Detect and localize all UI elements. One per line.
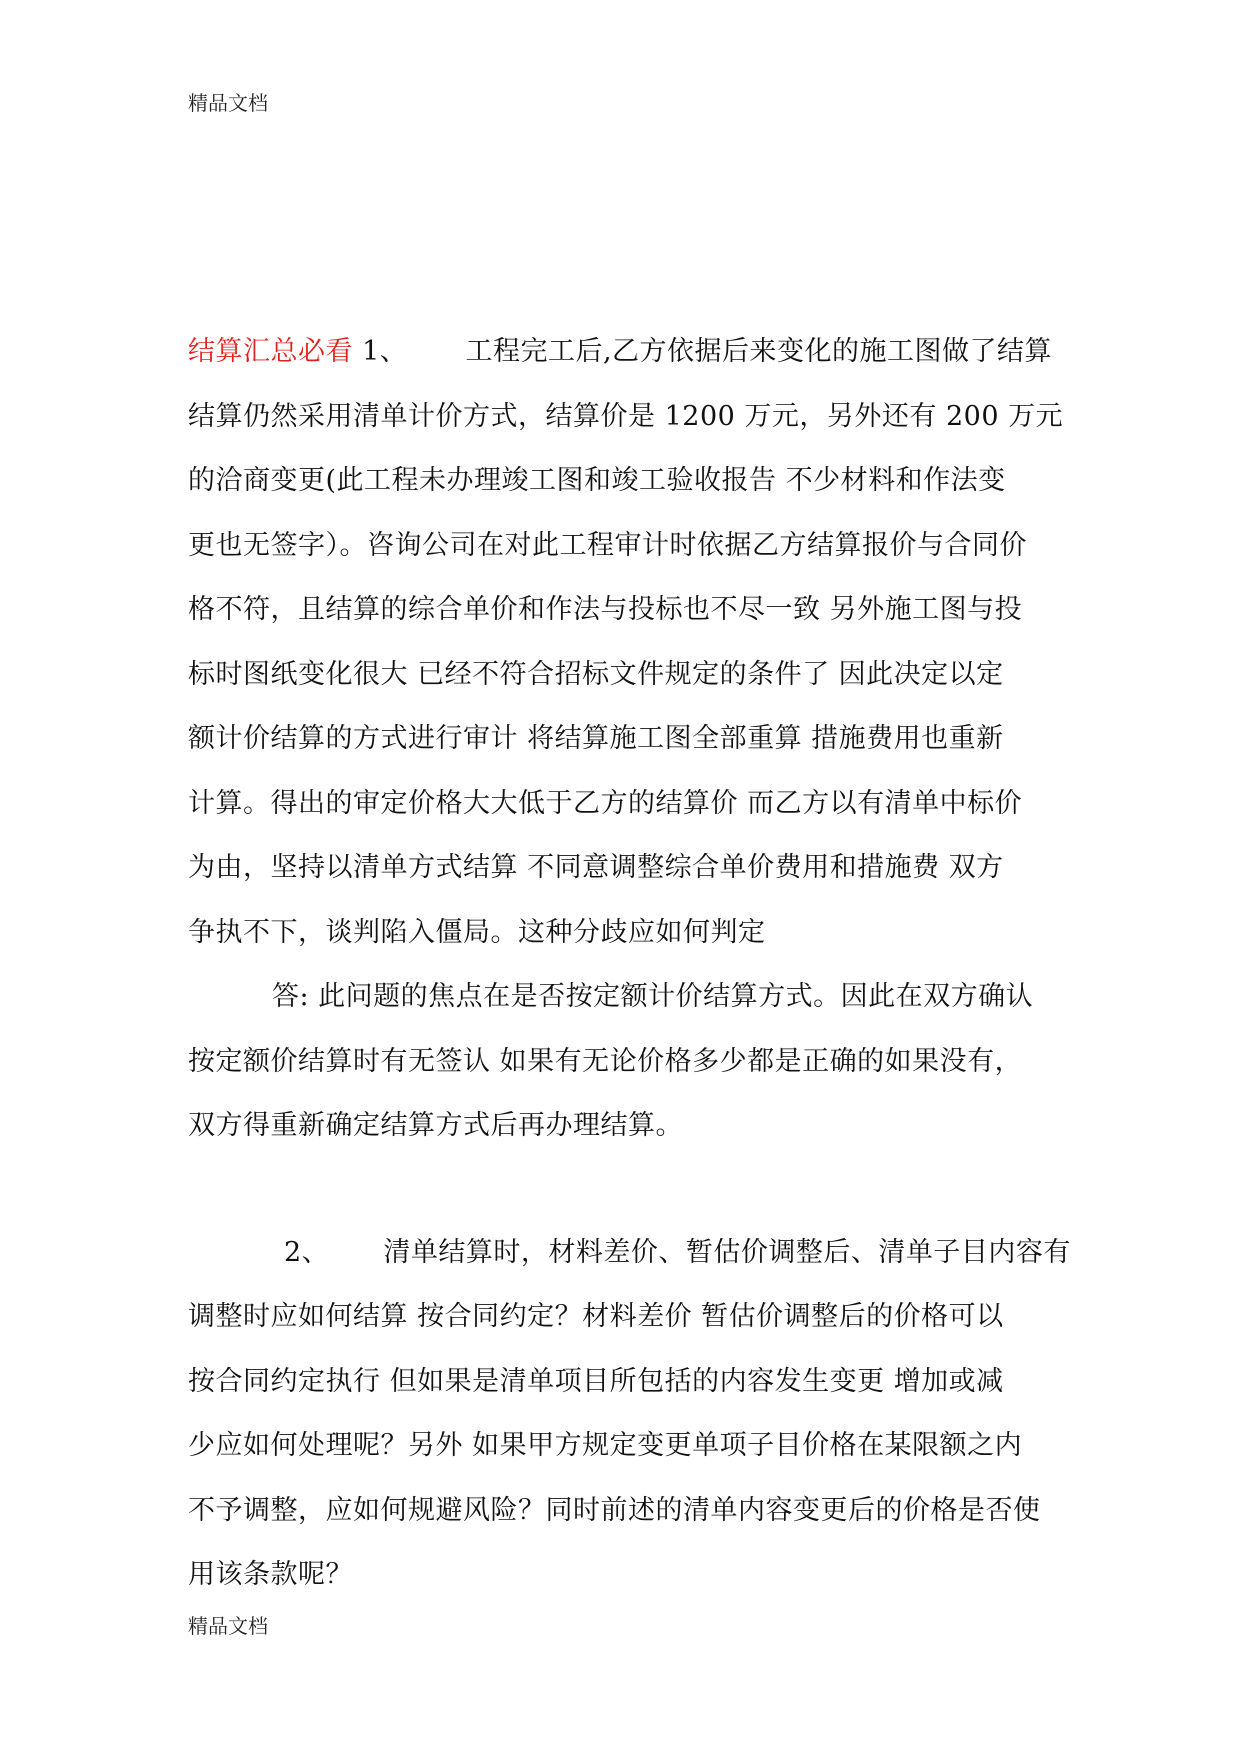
answer-line: 按定额价结算时有无签认 如果有无论价格多少都是正确的如果没有， bbox=[188, 1045, 1023, 1077]
paragraph-line: 调整时应如何结算 按合同约定？材料差价 暂估价调整后的价格可以 bbox=[188, 1301, 1004, 1332]
section1-first-line bbox=[188, 320, 1088, 385]
spacer bbox=[188, 1159, 1088, 1221]
paragraph-line: 格不符，且结算的综合单价和作法与投标也不尽一致 另外施工图与投 bbox=[188, 594, 1023, 625]
paragraph-line: 为由，坚持以清单方式结算 不同意调整综合单价费用和措施费 双方 bbox=[188, 852, 1004, 883]
paragraph-line: 标时图纸变化很大 已经不符合招标文件规定的条件了 因此决定以定 bbox=[188, 658, 1004, 690]
section2-first-line bbox=[188, 1221, 1088, 1286]
paragraph-line: 不予调整，应如何规避风险？同时前述的清单内容变更后的价格是否使 bbox=[188, 1494, 1041, 1526]
section-title: 结算汇总必看 bbox=[188, 336, 353, 367]
paragraph-line: 更也无签字）。咨询公司在对此工程审计时依据乙方结算报价与合同价 bbox=[188, 529, 1027, 561]
paragraph-line: 少应如何处理呢？另外 如果甲方规定变更单项子目价格在某限额之内 bbox=[188, 1430, 1023, 1461]
page-header: 精品文档 bbox=[188, 91, 268, 115]
answer-line: 双方得重新确定结算方式后再办理结算。 bbox=[188, 1110, 683, 1141]
answer-first-line: 答: 此问题的焦点在是否按定额计价结算方式。因此在双方确认 bbox=[272, 981, 1034, 1012]
section2-number: 2、 bbox=[284, 1236, 330, 1268]
section2-first-line-text: 清单结算时，材料差价、暂估价调整后、清单子目内容有 bbox=[383, 1236, 1071, 1268]
paragraph-line: 争执不下，谈判陷入僵局。这种分歧应如何判定 bbox=[188, 916, 766, 948]
paragraph-line: 的洽商变更(此工程未办理竣工图和竣工验收报告 不少材料和作法变 bbox=[188, 465, 1006, 496]
paragraph-line: 按合同约定执行 但如果是清单项目所包括的内容发生变更 增加或减 bbox=[188, 1365, 1004, 1397]
paragraph-line: 计算。得出的审定价格大大低于乙方的结算价 而乙方以有清单中标价 bbox=[188, 787, 1023, 819]
section1-number: 1、 bbox=[362, 336, 408, 367]
paragraph-line: 用该条款呢？ bbox=[188, 1559, 353, 1590]
paragraph-line: 结算仍然采用清单计价方式，结算价是 1200 万元，另外还有 200 万元 bbox=[188, 400, 1064, 432]
section1-first-line-text: 工程完工后,乙方依据后来变化的施工图做了结算 bbox=[465, 336, 1053, 367]
page-footer: 精品文档 bbox=[188, 1614, 268, 1638]
paragraph-line: 额计价结算的方式进行审计 将结算施工图全部重算 措施费用也重新 bbox=[188, 723, 1004, 754]
document-body bbox=[188, 320, 1088, 1608]
